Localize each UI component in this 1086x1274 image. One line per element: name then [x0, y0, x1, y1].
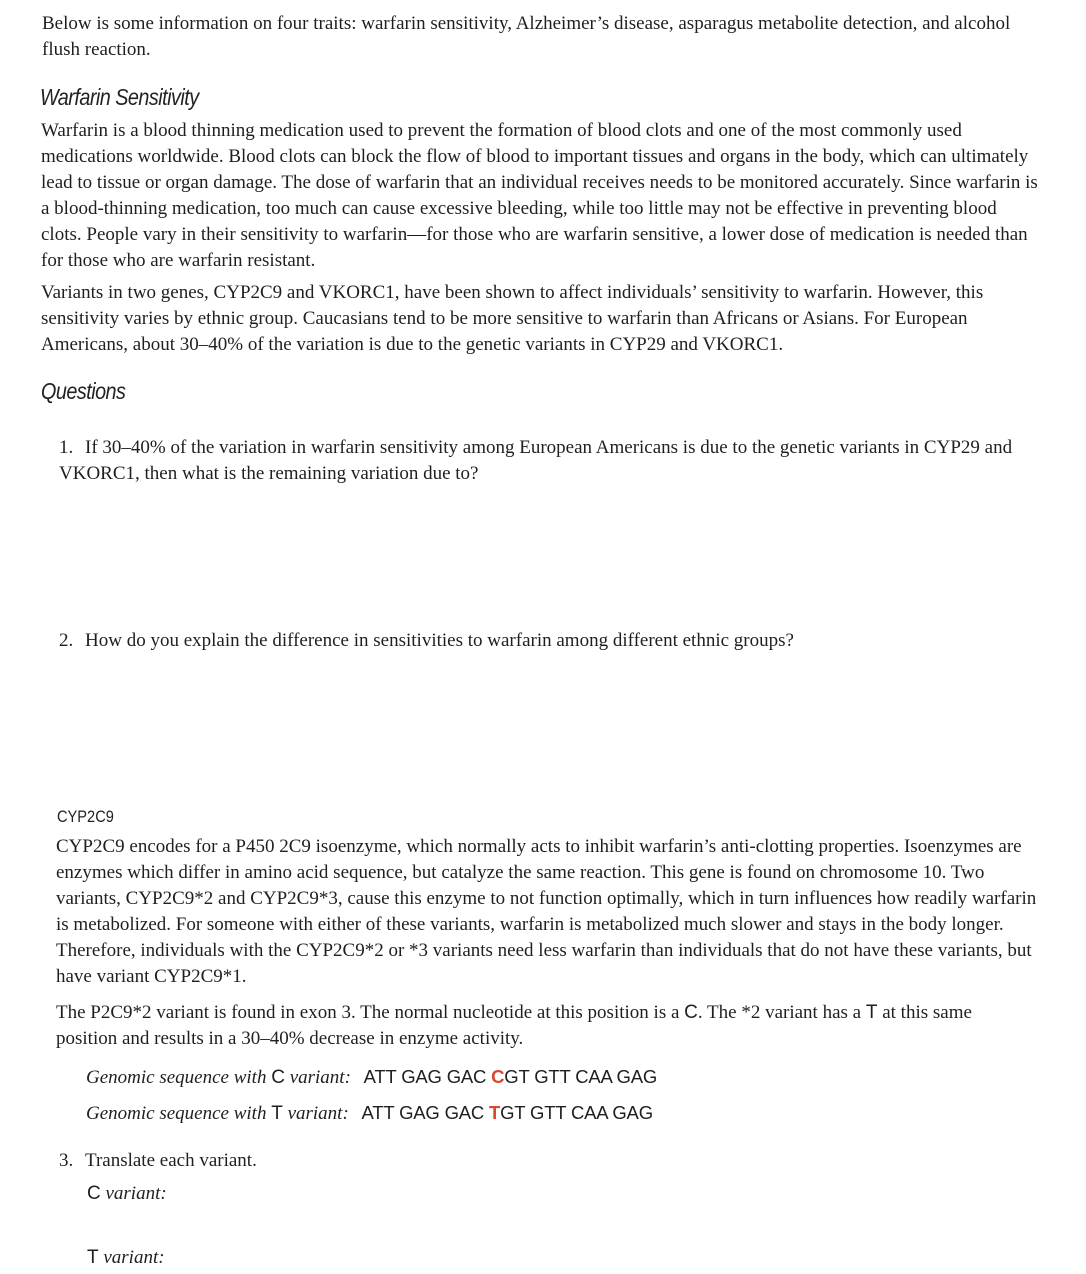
warfarin-paragraph-1: Warfarin is a blood thinning medication used to prevent the formation of blood clots and one of the most commonly used medications worldwide. Blood clots can block the flow of blood to important tissues and organs in the body, which can ultimately lead to tissue or organ damage. The dose of warfarin that an individual receives needs to be monitored accurately. Since warfarin is a blood-thinning medication, too much can cause excessive bleeding, while too little may not be effective in preventing blood clots. People vary in their sensitivity to warfarin—for those who are warfarin sensitive, a lower dose of medication is needed than for those who are warfarin resistant. — [41, 120, 1038, 271]
question-3 — [59, 1148, 959, 1174]
question-1-number: 1. — [59, 437, 74, 458]
sequence-t-highlight: T — [489, 1102, 501, 1123]
question-2 — [59, 628, 1029, 654]
question-3-number: 3. — [59, 1150, 74, 1171]
sequence-t-value: ATT GAG GAC TGT GTT CAA GAG — [361, 1102, 653, 1123]
c-variant-answer-label: C variant: — [87, 1183, 167, 1204]
questions-heading: Questions — [41, 378, 126, 404]
question-2-text: How do you explain the difference in sensitivities to warfarin among different ethnic groups? — [85, 630, 794, 651]
t-variant-answer-label: T variant: — [87, 1247, 165, 1268]
intro-paragraph: Below is some information on four traits: warfarin sensitivity, Alzheimer’s disease, asparagus metabolite detection, and alcohol flush reaction. — [42, 13, 1011, 60]
sequence-t-row — [86, 1100, 986, 1127]
sequence-c-row — [86, 1064, 986, 1091]
para2-text-b: . The *2 variant has a — [697, 1002, 866, 1023]
sequence-t-label: Genomic sequence with T variant: — [86, 1103, 349, 1124]
cyp2c9-heading: CYP2C9 — [57, 807, 114, 826]
cyp2c9-paragraph-2 — [56, 1000, 1031, 1052]
cyp2c9-paragraph-1: CYP2C9 encodes for a P450 2C9 isoenzyme, which normally acts to inhibit warfarin’s anti-clotting properties. Isoenzymes are enzymes which differ in amino acid sequence, but catalyze the same reaction. This gene is found on chromosome 10. Two variants, CYP2C9*2 and CYP2C9*3, cause this enzyme to not function optimally, which in turn influences how readily warfarin is metabolized. For someone with either of these variants, warfarin is metabolized much slower and stays in the body longer. Therefore, individuals with the CYP2C9*2 or *3 variants need less warfarin than individuals that do not have these variants, but have variant CYP2C9*1. — [56, 836, 1037, 987]
warfarin-paragraph-2: Variants in two genes, CYP2C9 and VKORC1, have been shown to affect individuals’ sensitivity to warfarin. However, this sensitivity varies by ethnic group. Caucasians tend to be more sensitive to warfarin than Africans or Asians. For European Americans, about 30–40% of the variation is due to the genetic variants in CYP29 and VKORC1. — [41, 282, 984, 355]
sequence-c-highlight: C — [491, 1066, 505, 1087]
question-2-number: 2. — [59, 630, 74, 651]
sequence-c-value: ATT GAG GAC CGT GTT CAA GAG — [363, 1066, 658, 1087]
warfarin-heading: Warfarin Sensitivity — [40, 84, 199, 110]
question-3-text: Translate each variant. — [85, 1150, 257, 1171]
question-1 — [59, 435, 1029, 487]
para2-letter-c: C — [684, 1002, 698, 1023]
para2-letter-t: T — [865, 1002, 878, 1023]
sequence-c-label: Genomic sequence with C variant: — [86, 1067, 351, 1088]
para2-text-d: at this same position and results in a 30–40% decrease in enzyme activity. — [56, 1002, 972, 1049]
para2-text-a: The P2C9*2 variant is found in exon 3. The normal nucleotide at this position is a — [56, 1002, 685, 1023]
question-1-text: If 30–40% of the variation in warfarin sensitivity among European Americans is due to the genetic variants in CYP29 and VKORC1, then what is the remaining variation due to? — [59, 437, 1013, 484]
